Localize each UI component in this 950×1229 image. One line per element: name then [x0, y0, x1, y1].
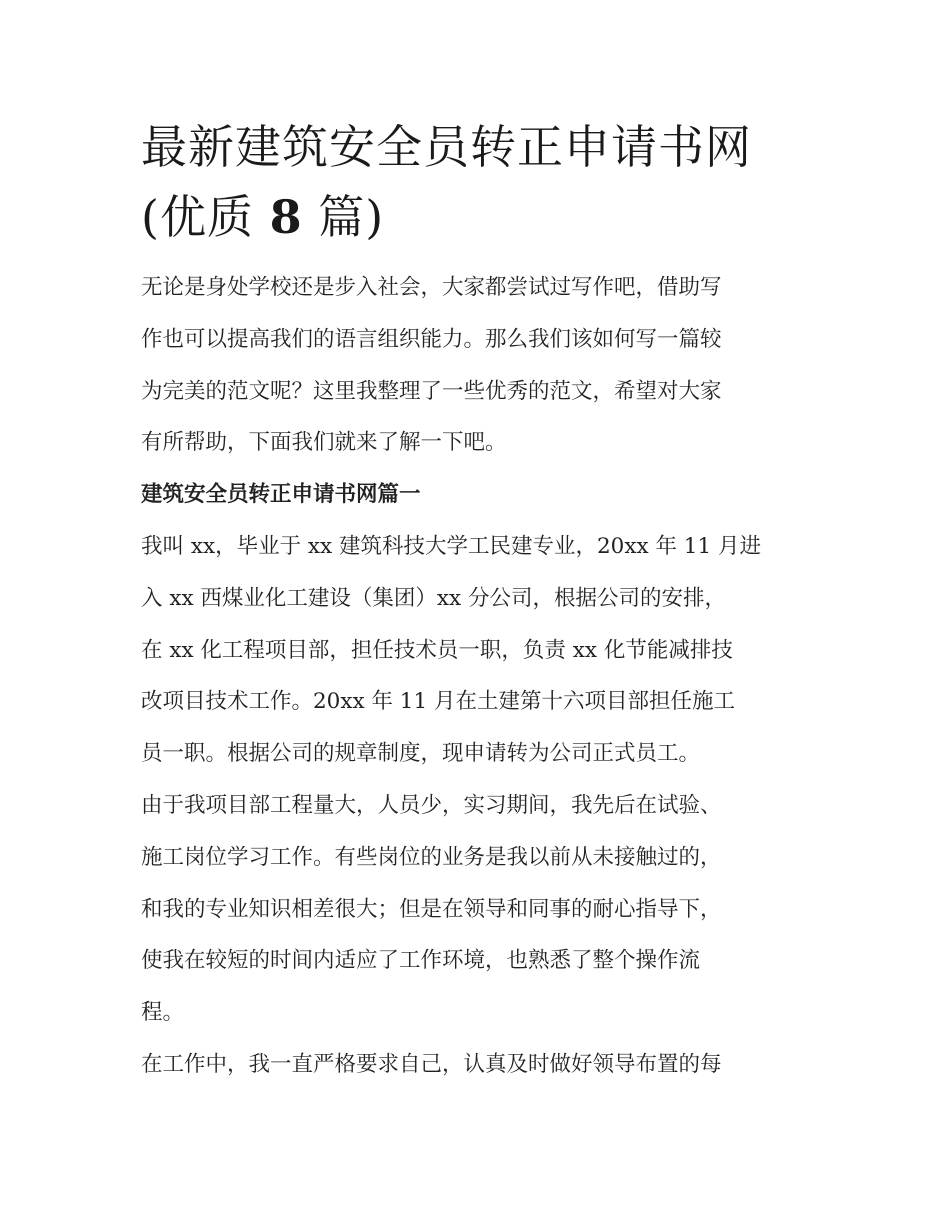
title-line-1: 最新建筑安全员转正申请书网 [141, 120, 752, 174]
paragraph-line: 施工岗位学习工作。有些岗位的业务是我以前从未接触过的， [141, 844, 722, 870]
document-body [141, 112, 813, 1091]
title-prefix: (优质 [141, 190, 270, 244]
paragraph-line: 在 xx 化工程项目部，担任技术员一职，负责 xx 化节能减排技 [141, 637, 733, 663]
document-title [141, 112, 813, 252]
paragraph-line: 程。 [141, 1000, 185, 1026]
title-suffix: 篇) [302, 190, 385, 244]
title-line-2 [141, 182, 813, 252]
paragraph-line: 在工作中，我一直严格要求自己，认真及时做好领导布置的每 [141, 1051, 722, 1077]
intro-line: 有所帮助，下面我们就来了解一下吧。 [141, 430, 507, 456]
paragraph-line: 我叫 xx，毕业于 xx 建筑科技大学工民建专业，20xx 年 11 月进 [141, 533, 761, 559]
body-paragraph-2 [141, 780, 813, 1039]
paragraph-line: 员一职。根据公司的规章制度，现申请转为公司正式员工。 [141, 741, 701, 767]
paragraph-line: 由于我项目部工程量大，人员少，实习期间，我先后在试验、 [141, 792, 722, 818]
paragraph-line: 改项目技术工作。20xx 年 11 月在土建第十六项目部担任施工 [141, 689, 735, 715]
paragraph-line: 使我在较短的时间内适应了工作环境，也熟悉了整个操作流 [141, 948, 701, 974]
intro-line: 为完美的范文呢？这里我整理了一些优秀的范文，希望对大家 [141, 378, 722, 404]
intro-paragraph [141, 262, 813, 469]
title-count: 8 [269, 190, 303, 244]
body-paragraph-1 [141, 521, 813, 780]
paragraph-line: 入 xx 西煤业化工建设（集团）xx 分公司，根据公司的安排， [141, 585, 727, 611]
section-heading: 建筑安全员转正申请书网篇一 [141, 482, 421, 508]
intro-line: 无论是身处学校还是步入社会，大家都尝试过写作吧，借助写 [141, 275, 722, 300]
intro-line: 作也可以提高我们的语言组织能力。那么我们该如何写一篇较 [141, 326, 722, 352]
paragraph-line: 和我的专业知识相差很大；但是在领导和同事的耐心指导下， [141, 896, 722, 922]
body-paragraph-3 [141, 1039, 813, 1091]
